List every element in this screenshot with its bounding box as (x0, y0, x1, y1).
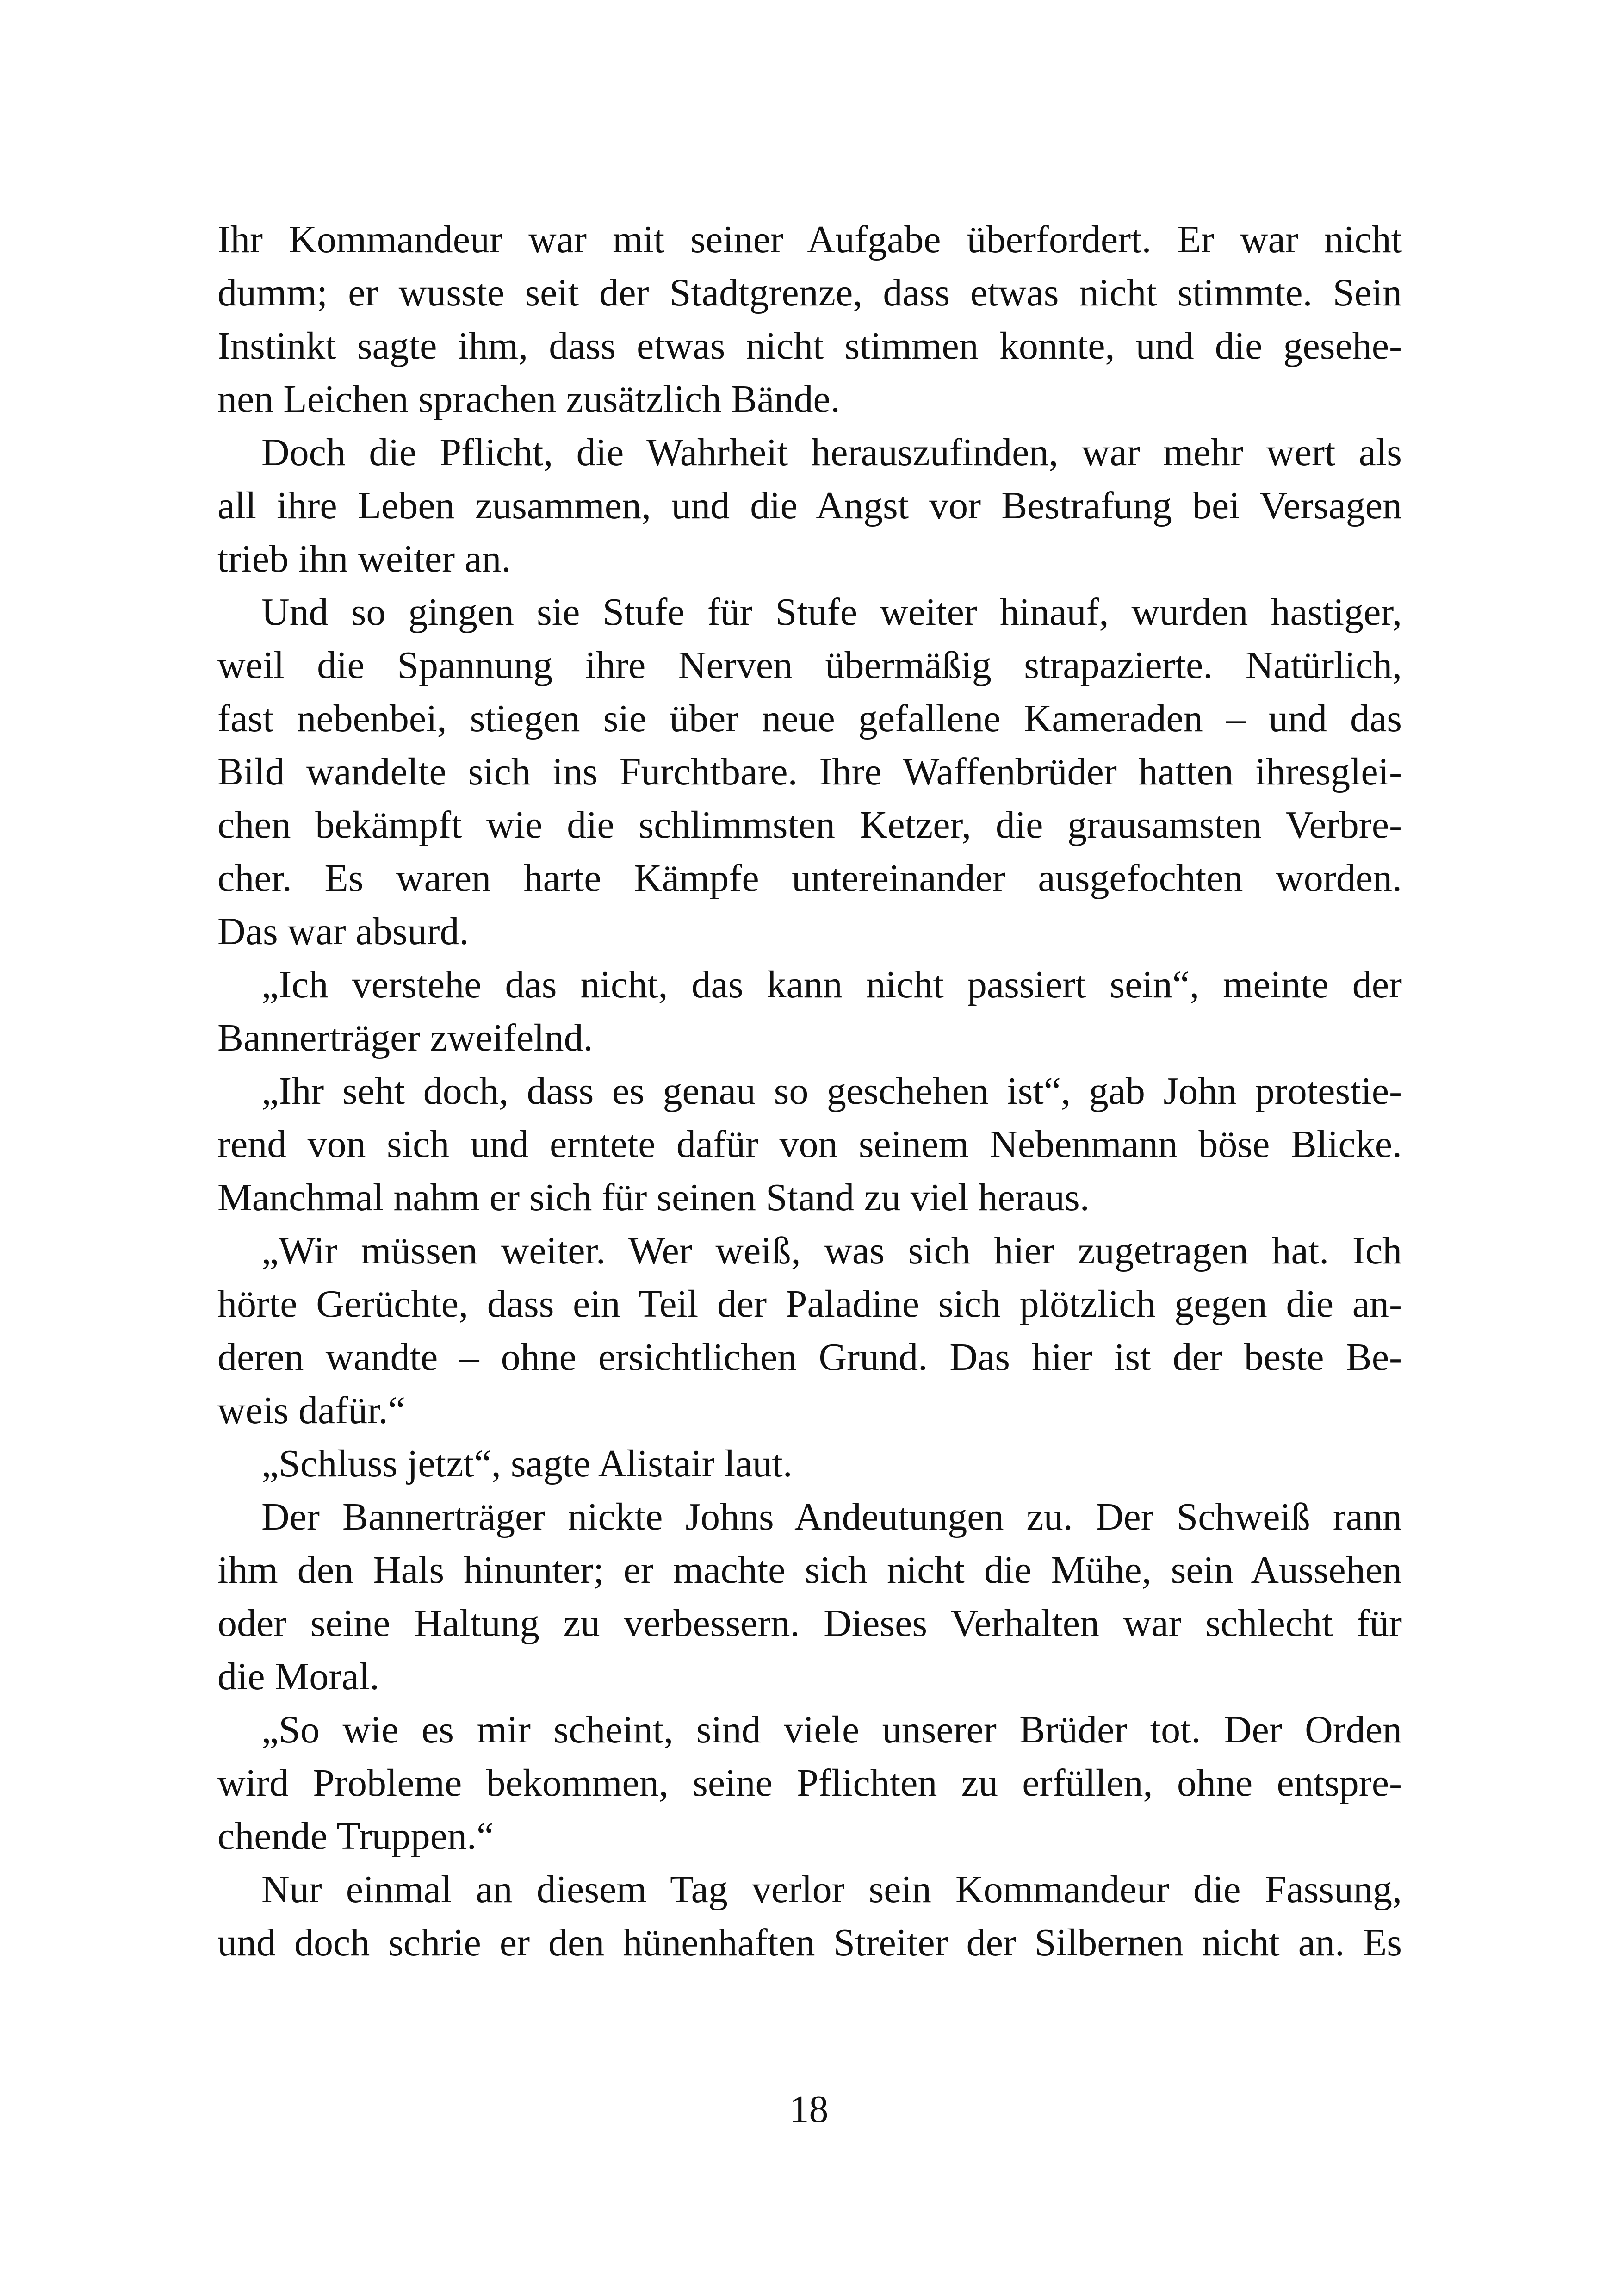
text-line: hörte Gerüchte, dass ein Teil der Paladine sich plötzlich gegen die an- (217, 1282, 1402, 1325)
text-line: Das war absurd. (217, 910, 469, 953)
text-line: „Schluss jetzt“, sagte Alistair laut. (261, 1442, 793, 1485)
text-line: „So wie es mir scheint, sind viele unserer Brüder tot. Der Orden (261, 1708, 1402, 1751)
text-line: Bannerträger zweifelnd. (217, 1016, 593, 1059)
text-line: oder seine Haltung zu verbessern. Dieses Verhalten war schlecht für (217, 1602, 1402, 1645)
text-line: rend von sich und erntete dafür von seinem Nebenmann böse Blicke. (217, 1123, 1402, 1166)
text-line: fast nebenbei, stiegen sie über neue gefallene Kameraden – und das (217, 697, 1402, 740)
text-line: weis dafür.“ (217, 1389, 405, 1432)
text-line: Doch die Pflicht, die Wahrheit herauszufinden, war mehr wert als (261, 431, 1402, 474)
text-line: und doch schrie er den hünenhaften Streiter der Silbernen nicht an. Es (217, 1921, 1402, 1964)
text-line: „Ich verstehe das nicht, das kann nicht passiert sein“, meinte der (261, 963, 1402, 1006)
text-line: chende Truppen.“ (217, 1815, 494, 1858)
text-line: ihm den Hals hinunter; er machte sich nicht die Mühe, sein Aussehen (217, 1549, 1402, 1592)
text-line: chen bekämpft wie die schlimmsten Ketzer, die grausamsten Verbre- (217, 803, 1402, 846)
text-line: wird Probleme bekommen, seine Pflichten zu erfüllen, ohne entspre- (217, 1761, 1402, 1804)
text-line: Und so gingen sie Stufe für Stufe weiter hinauf, wurden hastiger, (261, 591, 1402, 634)
text-line: cher. Es waren harte Kämpfe untereinander ausgefochten worden. (217, 857, 1402, 900)
text-line: Ihr Kommandeur war mit seiner Aufgabe überfordert. Er war nicht (217, 218, 1402, 261)
text-line: weil die Spannung ihre Nerven übermäßig strapazierte. Natürlich, (217, 644, 1402, 687)
text-line: die Moral. (217, 1655, 379, 1698)
text-line: Der Bannerträger nickte Johns Andeutungen zu. Der Schweiß rann (261, 1495, 1402, 1538)
text-line: all ihre Leben zusammen, und die Angst vor Bestrafung bei Versagen (217, 484, 1402, 527)
text-line: Bild wandelte sich ins Furchtbare. Ihre Waffenbrüder hatten ihresglei- (217, 750, 1402, 793)
text-line: deren wandte – ohne ersichtlichen Grund. Das hier ist der beste Be- (217, 1336, 1402, 1379)
text-line: trieb ihn weiter an. (217, 537, 511, 580)
text-line: Manchmal nahm er sich für seinen Stand zu viel heraus. (217, 1176, 1090, 1219)
text-line: Instinkt sagte ihm, dass etwas nicht stimmen konnte, und die gesehe- (217, 324, 1402, 367)
page-number: 18 (789, 2088, 829, 2131)
text-line: nen Leichen sprachen zusätzlich Bände. (217, 378, 840, 421)
text-line: Nur einmal an diesem Tag verlor sein Kommandeur die Fassung, (261, 1868, 1402, 1911)
text-line: dumm; er wusste seit der Stadtgrenze, dass etwas nicht stimmte. Sein (217, 271, 1402, 314)
body-text (217, 213, 1402, 1969)
text-line: „Ihr seht doch, dass es genau so geschehen ist“, gab John protestie- (261, 1070, 1402, 1113)
text-line: „Wir müssen weiter. Wer weiß, was sich hier zugetragen hat. Ich (261, 1229, 1402, 1272)
